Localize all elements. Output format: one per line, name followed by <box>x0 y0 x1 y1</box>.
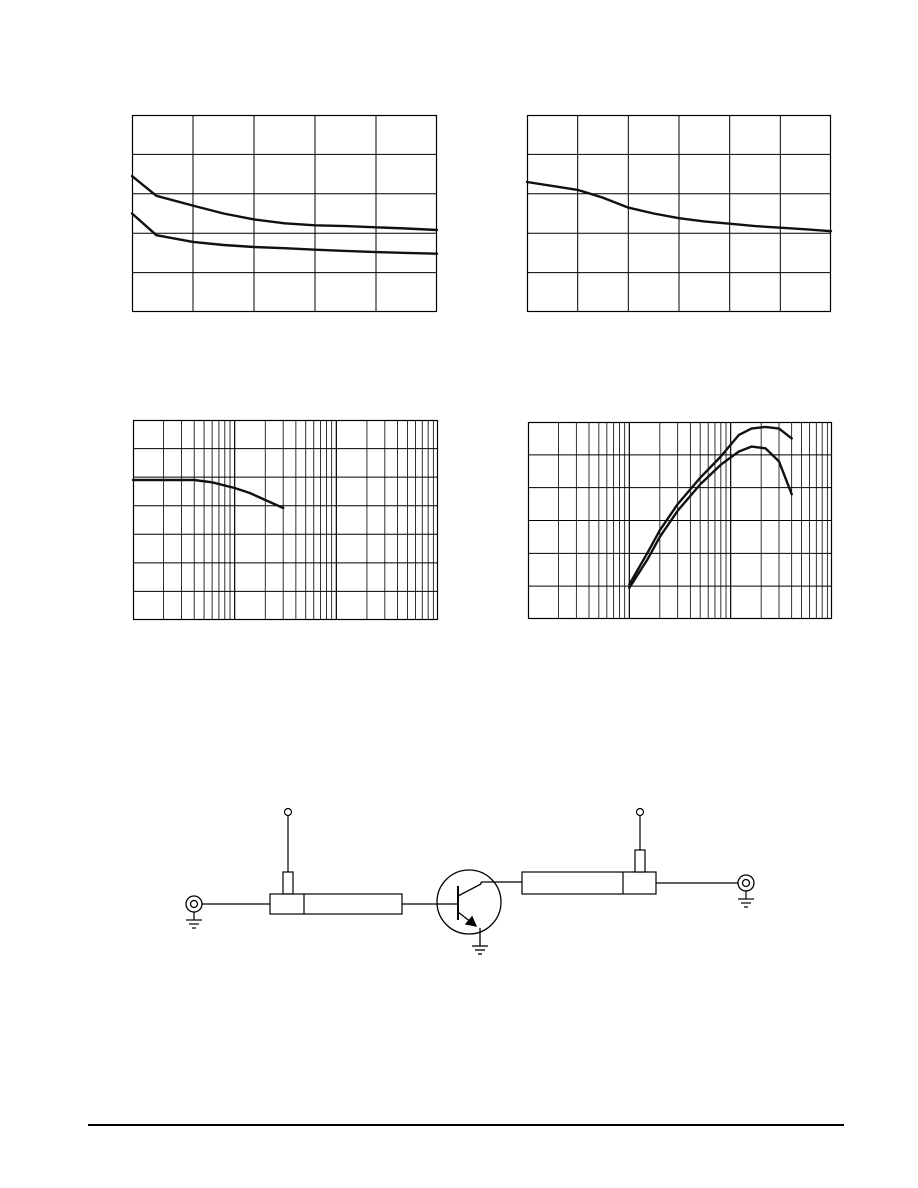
chart-top-right <box>527 115 831 312</box>
chart-top-right-plot <box>527 115 831 312</box>
chart-top-left-plot <box>132 115 437 312</box>
chart-bottom-left-plot <box>133 420 438 620</box>
chart-top-left <box>132 115 437 312</box>
chart-bottom-right <box>528 422 832 619</box>
chart-bl-series-1-line <box>133 480 283 508</box>
chart-bottom-right-plot <box>528 422 832 619</box>
test-circuit-schematic <box>180 800 780 970</box>
output-ground-symbol <box>738 891 754 907</box>
input-ground-symbol <box>186 912 202 928</box>
chart-tl-series-1-line <box>132 176 437 230</box>
chart-bottom-left <box>133 420 438 620</box>
output-fixture-block <box>522 872 656 894</box>
chart-tl-frame <box>133 116 437 312</box>
output-bias-supply-terminal <box>637 809 644 851</box>
output-connector <box>738 875 754 891</box>
input-connector <box>186 896 202 912</box>
input-bias-element <box>283 872 293 894</box>
input-fixture-block <box>270 894 402 914</box>
footer-rule <box>88 1124 844 1126</box>
chart-bl-frame <box>134 421 438 620</box>
output-bias-element <box>635 850 645 872</box>
input-bias-supply-terminal <box>285 809 292 873</box>
